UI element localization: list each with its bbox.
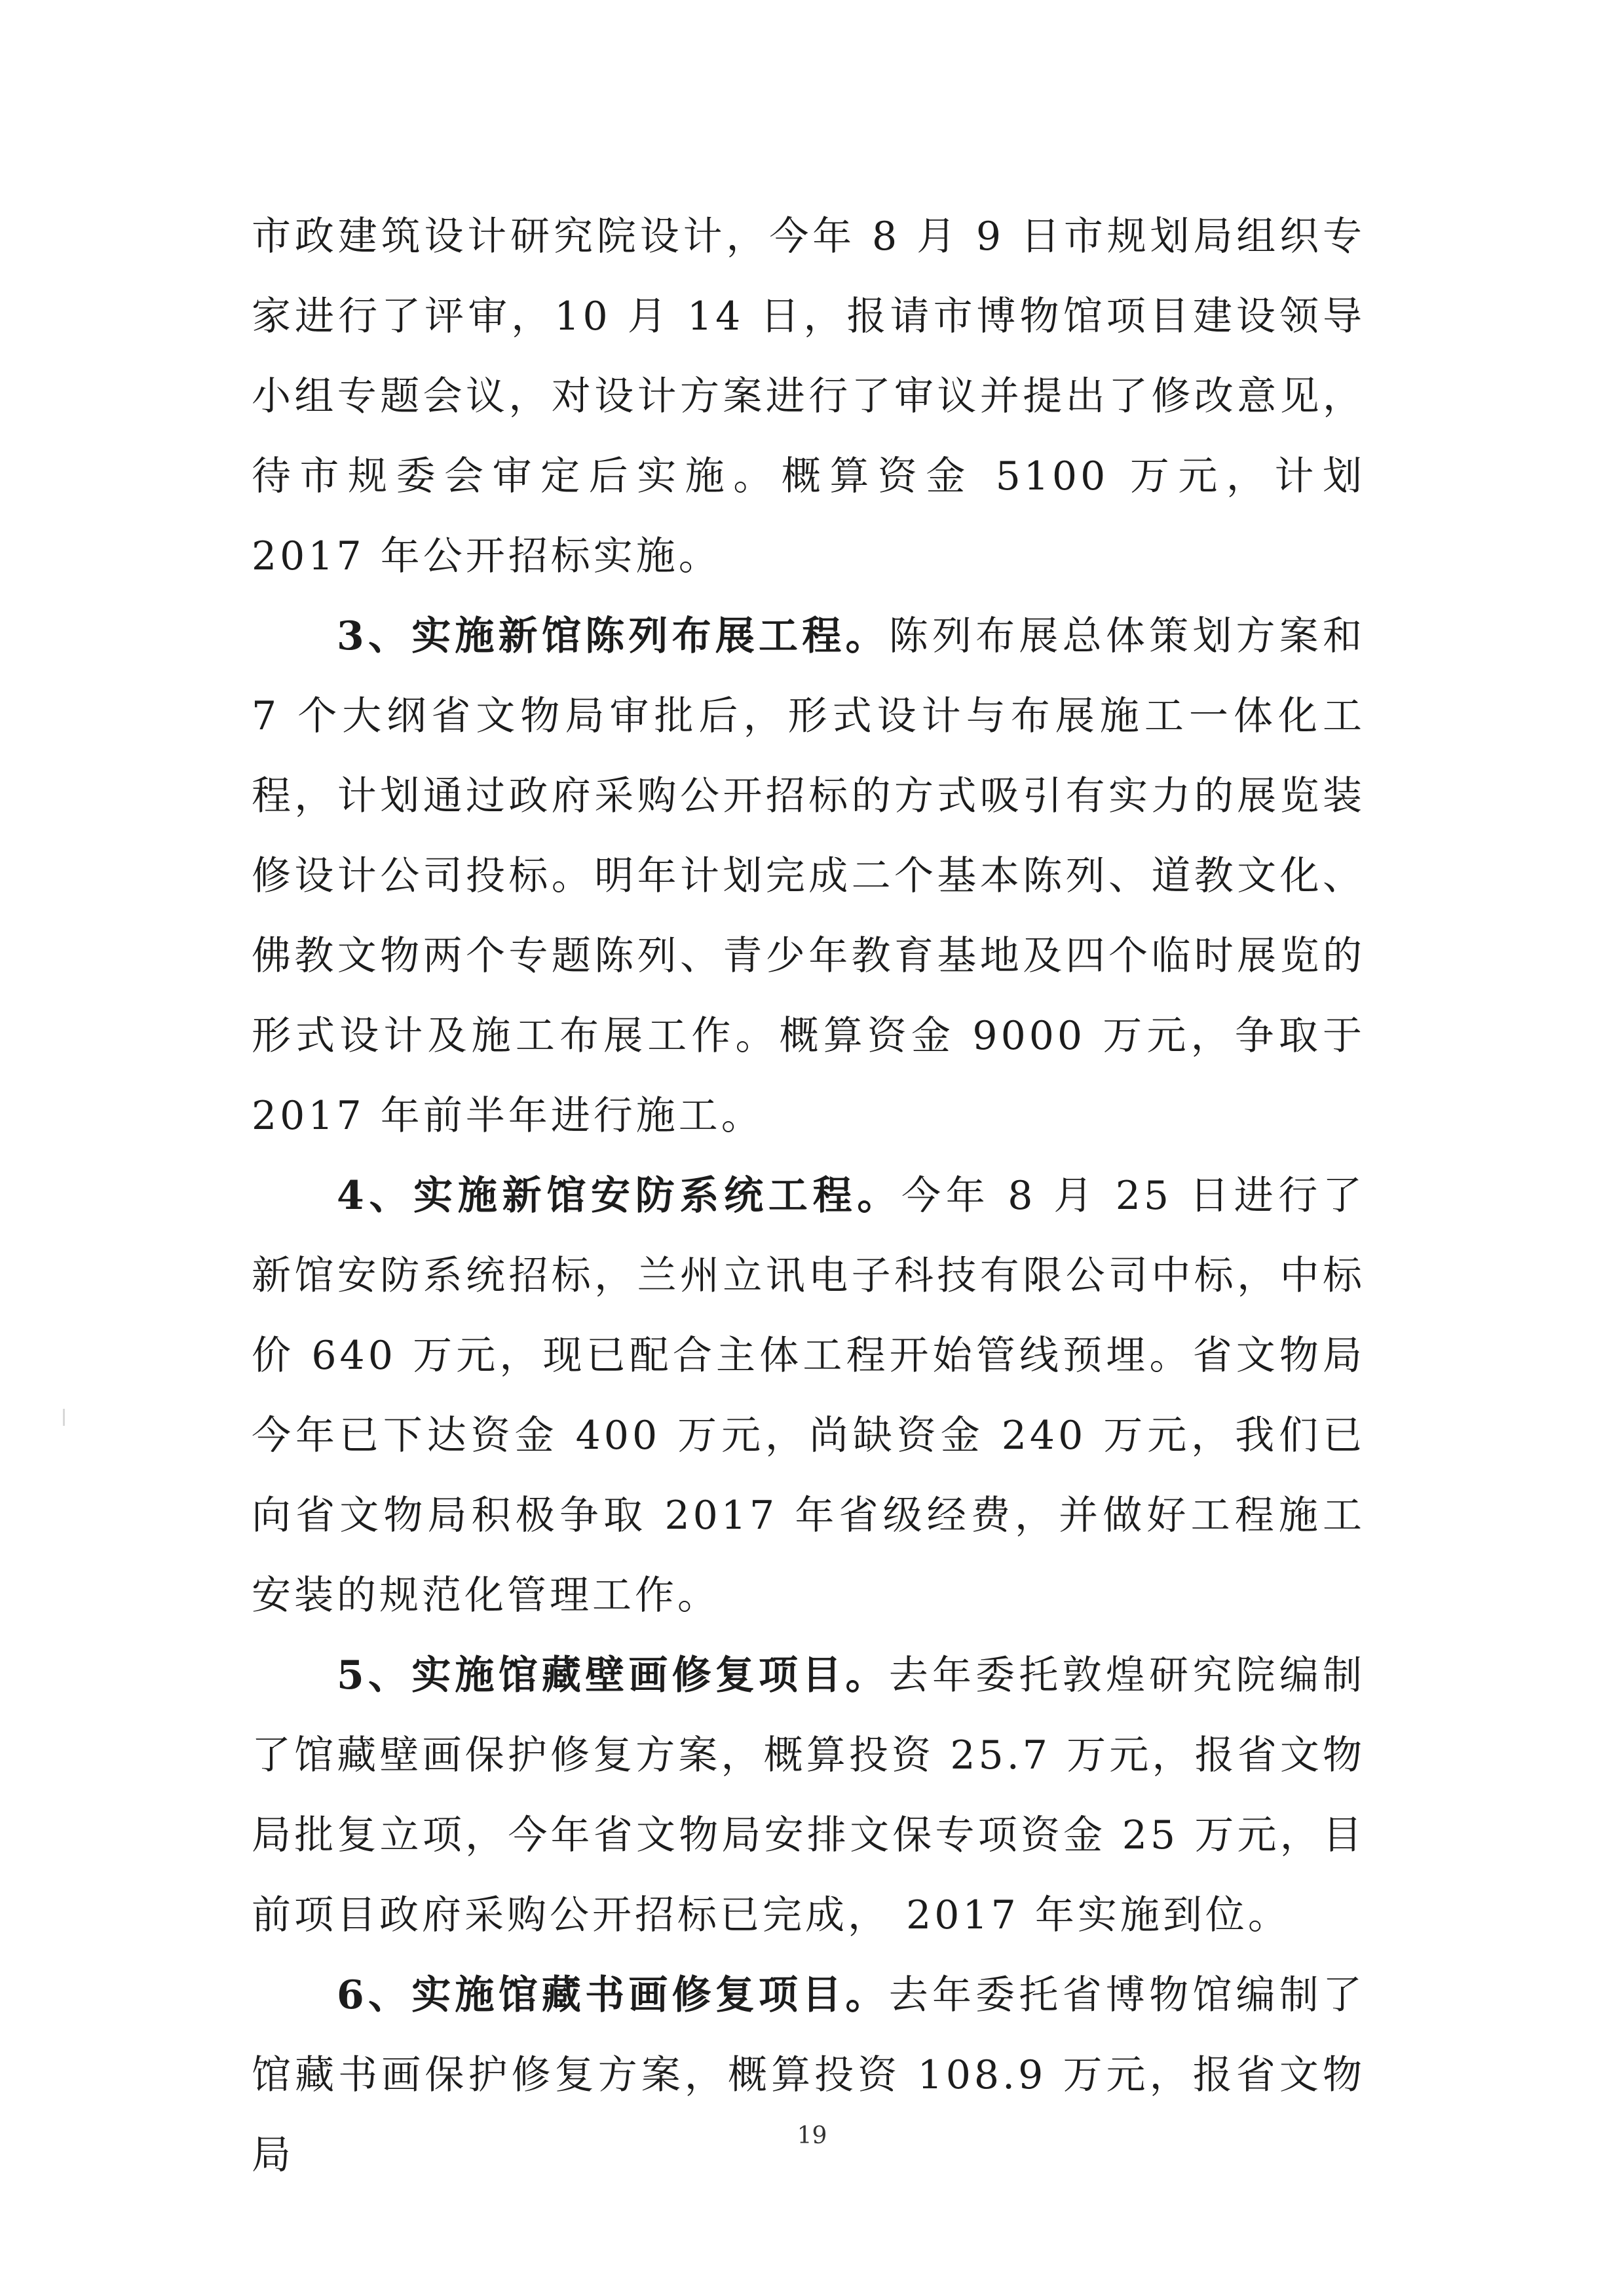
paragraph-item-3 <box>252 596 1365 1156</box>
paragraph-body: 去年委托省博物馆编制了馆藏书画保护修复方案，概算投资 108.9 万元，报省文物局 <box>252 1972 1366 2178</box>
paragraph-heading: 3、实施新馆陈列布展工程。 <box>337 613 889 659</box>
paragraph-continuation <box>252 197 1365 596</box>
paragraph-item-5 <box>252 1636 1365 1955</box>
paragraph-heading: 6、实施馆藏书画修复项目。 <box>337 1972 889 2018</box>
paragraph-body: 去年委托敦煌研究院编制了馆藏壁画保护修复方案，概算投资 25.7 万元，报省文物局批复立项，今年省文物局安排文保专项资金 25 万元，目前项目政府采购公开招标已完成， 2017 年实施到位。 <box>252 1653 1366 1938</box>
paragraph-item-6 <box>252 1955 1365 2195</box>
paragraph-body: 陈列布展总体策划方案和 7 个大纲省文物局审批后，形式设计与布展施工一体化工程，计划通过政府采购公开招标的方式吸引有实力的展览装修设计公司投标。明年计划完成二个基本陈列、道教文化、佛教文物两个专题陈列、青少年教育基地及四个临时展览的形式设计及施工布展工作。概算资金 9000 万元，争取于 2017 年前半年进行施工。 <box>252 613 1366 1139</box>
page-number: 19 <box>797 2122 827 2149</box>
body-text <box>252 197 1365 2195</box>
paragraph-item-4 <box>252 1156 1365 1636</box>
scan-mark <box>63 1409 65 1426</box>
paragraph-body: 市政建筑设计研究院设计，今年 8 月 9 日市规划局组织专家进行了评审，10 月 14 日，报请市博物馆项目建设领导小组专题会议，对设计方案进行了审议并提出了修改意见，待市规委会审定后实施。概算资金 5100 万元，计划 2017 年公开招标实施。 <box>252 214 1365 579</box>
paragraph-body: 今年 8 月 25 日进行了新馆安防系统招标，兰州立讯电子科技有限公司中标，中标价 640 万元，现已配合主体工程开始管线预埋。省文物局今年已下达资金 400 万元，尚缺资金 240 万元，我们已向省文物局积极争取 2017 年省级经费，并做好工程施工安装的规范化管理工作。 <box>252 1173 1366 1618</box>
paragraph-heading: 5、实施馆藏壁画修复项目。 <box>337 1653 889 1698</box>
paragraph-heading: 4、实施新馆安防系统工程。 <box>337 1173 902 1219</box>
